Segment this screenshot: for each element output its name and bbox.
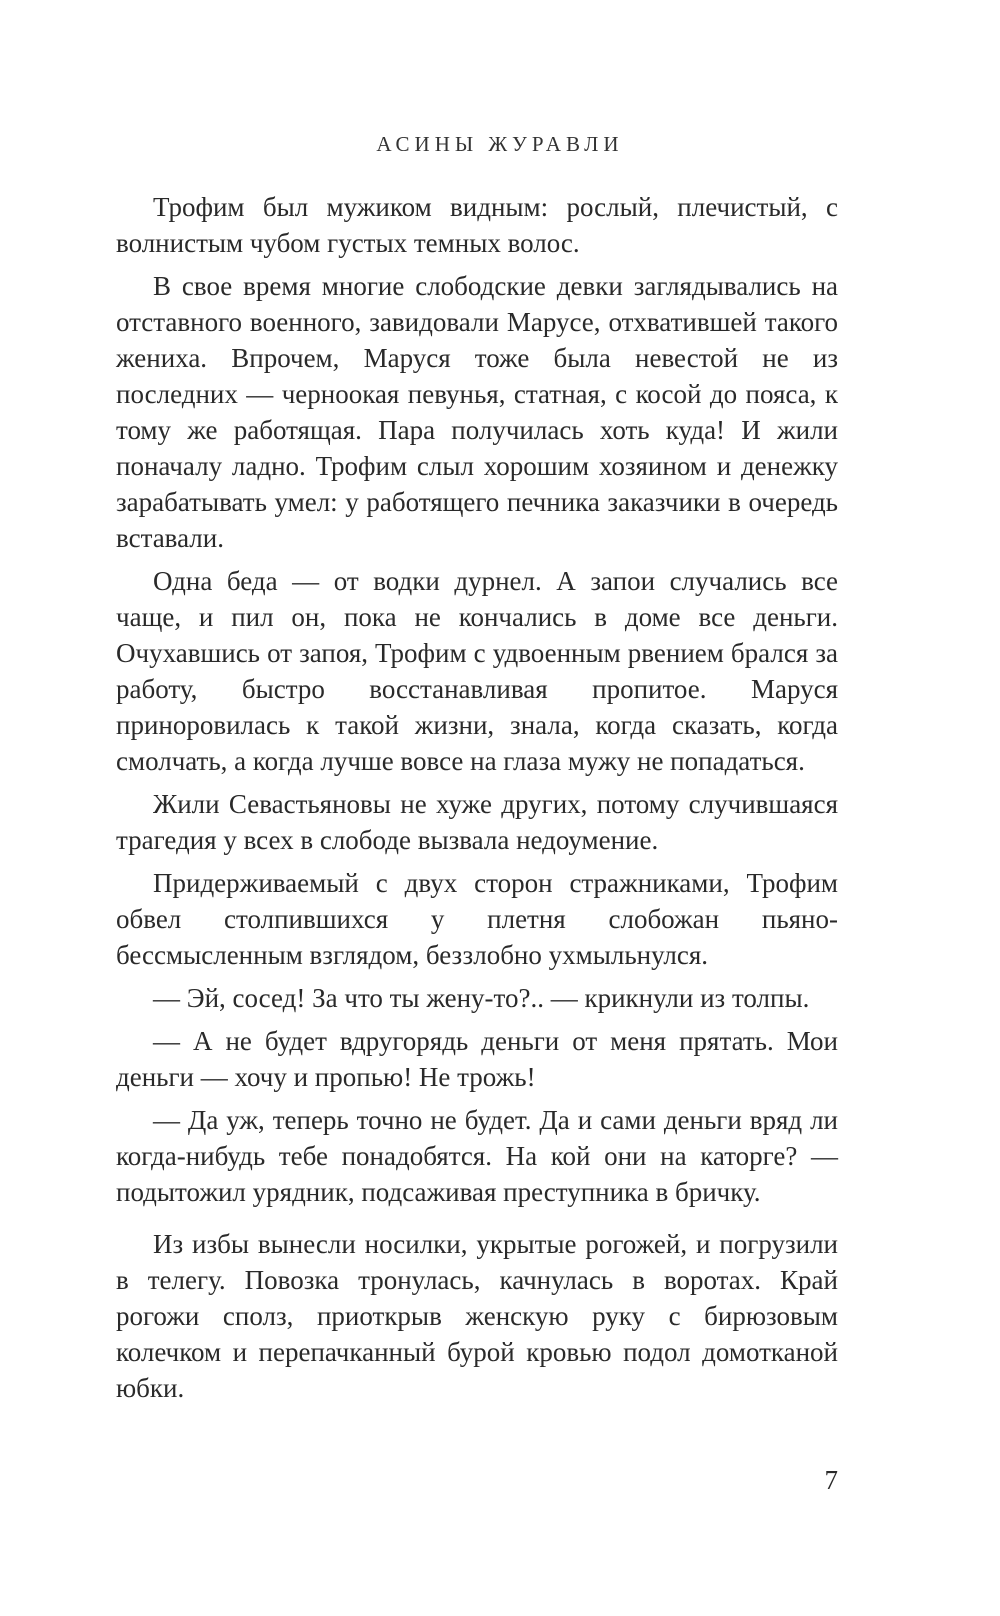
page-number: 7 xyxy=(824,1465,838,1495)
paragraph: Придерживаемый с двух сторон стражниками, Трофим обвел столпившихся у плетня слобожан пьяно-бессмысленным взглядом, беззлобно ухмыльнулся. xyxy=(116,868,838,970)
paragraph: — Эй, сосед! За что ты жену-то?.. — крикнули из толпы. xyxy=(153,983,810,1013)
paragraph: — Да уж, теперь точно не будет. Да и сами деньги вряд ли когда-нибудь тебе понадобятся. На кой они на каторге? — подытожил урядник, подсаживая преступника в бричку. xyxy=(116,1105,838,1207)
paragraph: — А не будет вдругорядь деньги от меня прятать. Мои деньги — хочу и пропью! Не трожь! xyxy=(116,1026,838,1092)
paragraph: Трофим был мужиком видным: рослый, плечистый, с волнистым чубом густых темных волос. xyxy=(116,192,838,258)
paragraph: Жили Севастьяновы не хуже других, потому случившаяся трагедия у всех в слободе вызвала недоумение. xyxy=(116,789,838,855)
body-text xyxy=(116,189,838,1413)
paragraph: В свое время многие слободские девки заглядывались на отставного военного, завидовали Марусе, отхватившей такого жениха. Впрочем, Маруся тоже была невестой не из последних — черноокая певунья, статная, с косой до пояса, к тому же работящая. Пара получилась хоть куда! И жили поначалу ладно. Трофим слыл хорошим хозяином и денежку зарабатывать умел: у работящего печника заказчики в очередь вставали. xyxy=(116,271,838,553)
paragraph: Одна беда — от водки дурнел. А запои случались все чаще, и пил он, пока не кончались в доме все деньги. Очухавшись от запоя, Трофим с удвоенным рвением брался за работу, быстро восстанавливая пропитое. Маруся приноровилась к такой жизни, знала, когда сказать, когда смолчать, а когда лучше вовсе на глаза мужу не попадаться. xyxy=(116,566,838,776)
paragraph: Из избы вынесли носилки, укрытые рогожей, и погрузили в телегу. Повозка тронулась, качнулась в воротах. Край рогожи сполз, приоткрыв женскую руку с бирюзовым колечком и перепачканный бурой кровью подол домотканой юбки. xyxy=(116,1229,838,1403)
running-head: АСИНЫ ЖУРАВЛИ xyxy=(376,132,624,156)
